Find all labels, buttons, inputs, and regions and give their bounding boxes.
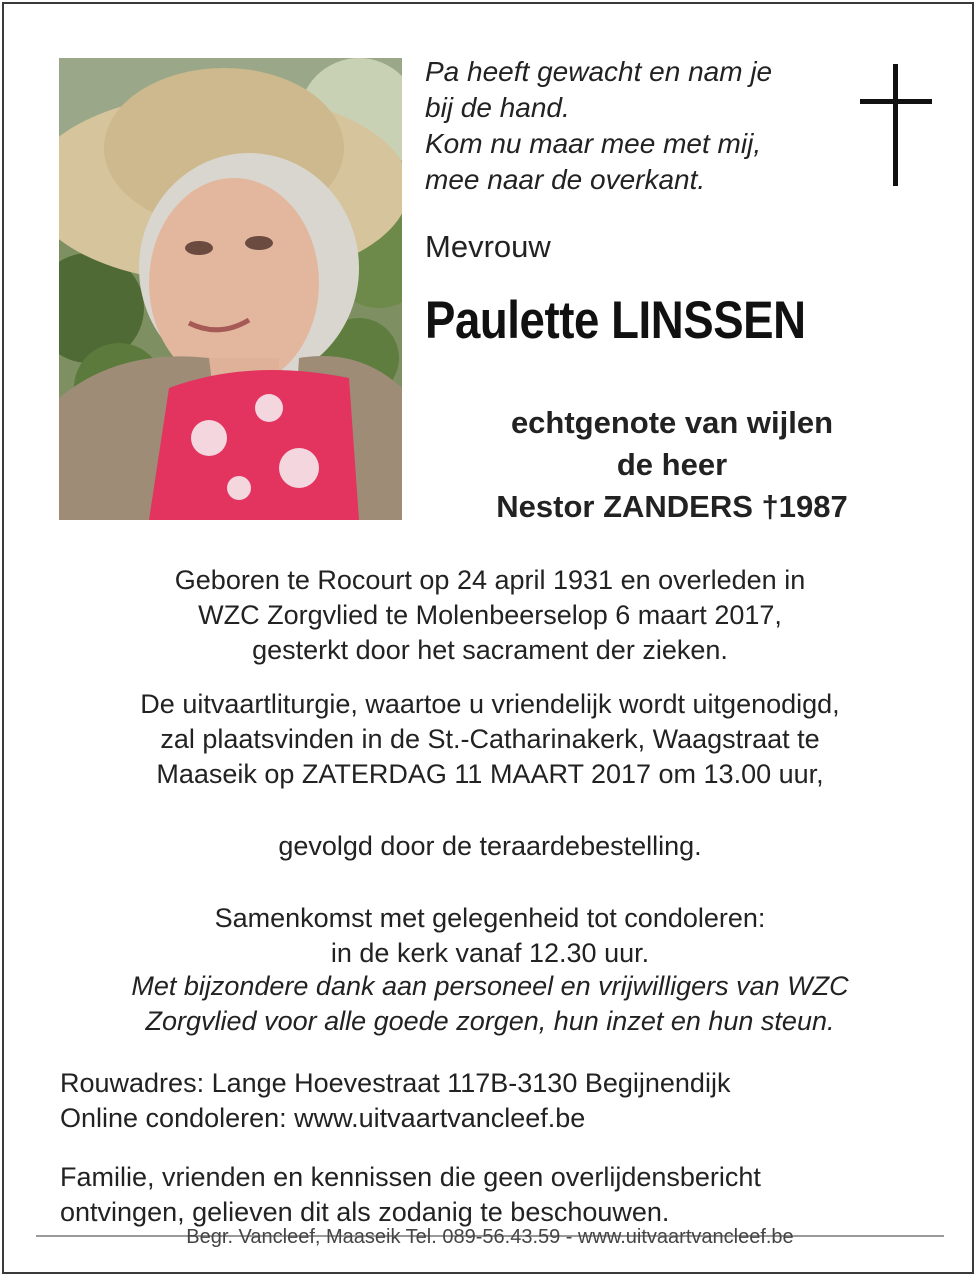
birth-death-paragraph	[40, 563, 940, 668]
text-line: in de kerk vanaf 12.30 uur.	[330, 938, 650, 968]
text-line: Rouwadres: Lange Hoevestraat 117B-3130 Begijnendijk	[60, 1068, 731, 1098]
poem-line: mee naar de overkant.	[425, 164, 706, 195]
spouse-line: de heer	[616, 447, 728, 482]
family-notice	[60, 1160, 761, 1230]
cross-icon	[858, 64, 932, 186]
condolence-gathering	[40, 901, 940, 971]
burial-line: gevolgd door de teraardebestelling.	[278, 831, 702, 861]
honorific: Mevrouw	[425, 229, 551, 264]
online-condolence-link[interactable]: Online condoleren: www.uitvaartvancleef.be	[60, 1103, 586, 1133]
text-line: Met bijzondere dank aan personeel en vrijwilligers van WZC	[131, 971, 849, 1001]
text-line: zal plaatsvinden in de St.-Catharinakerk, Waagstraat te	[160, 724, 820, 754]
portrait-photo	[59, 58, 402, 520]
text-line: De uitvaartliturgie, waartoe u vriendelijk wordt uitgenodigd,	[140, 689, 840, 719]
text-line: ontvingen, gelieven dit als zodanig te beschouwen.	[60, 1197, 670, 1227]
text-line: Maaseik op ZATERDAG 11 MAART 2017 om 13.00 uur,	[156, 759, 824, 789]
spouse-line: echtgenote van wijlen	[510, 405, 834, 440]
memorial-poem	[425, 54, 772, 198]
spouse-info	[412, 402, 932, 528]
text-line: Geboren te Rocourt op 24 april 1931 en overleden in	[174, 565, 806, 595]
mourning-address	[60, 1066, 730, 1136]
poem-line: Pa heeft gewacht en nam je	[425, 56, 773, 87]
funeral-home-footer: Begr. Vancleef, Maaseik Tel. 089-56.43.59 - www.uitvaartvancleef.be	[186, 1226, 794, 1248]
text-line: Samenkomst met gelegenheid tot condoleren:	[214, 903, 766, 933]
spouse-name: Nestor ZANDERS †1987	[496, 489, 848, 524]
text-line: Zorgvlied voor alle goede zorgen, hun inzet en hun steun.	[145, 1006, 835, 1036]
thanks-paragraph	[40, 969, 940, 1039]
text-line: Familie, vrienden en kennissen die geen overlijdensbericht	[60, 1162, 761, 1192]
deceased-name: Paulette LINSSEN	[425, 291, 806, 350]
poem-line: bij de hand.	[425, 92, 570, 123]
poem-line: Kom nu maar mee met mij,	[425, 128, 762, 159]
text-line: gesterkt door het sacrament der zieken.	[252, 635, 728, 665]
liturgy-paragraph	[40, 687, 940, 792]
text-line: WZC Zorgvlied te Molenbeerselop 6 maart 2017,	[198, 600, 782, 630]
